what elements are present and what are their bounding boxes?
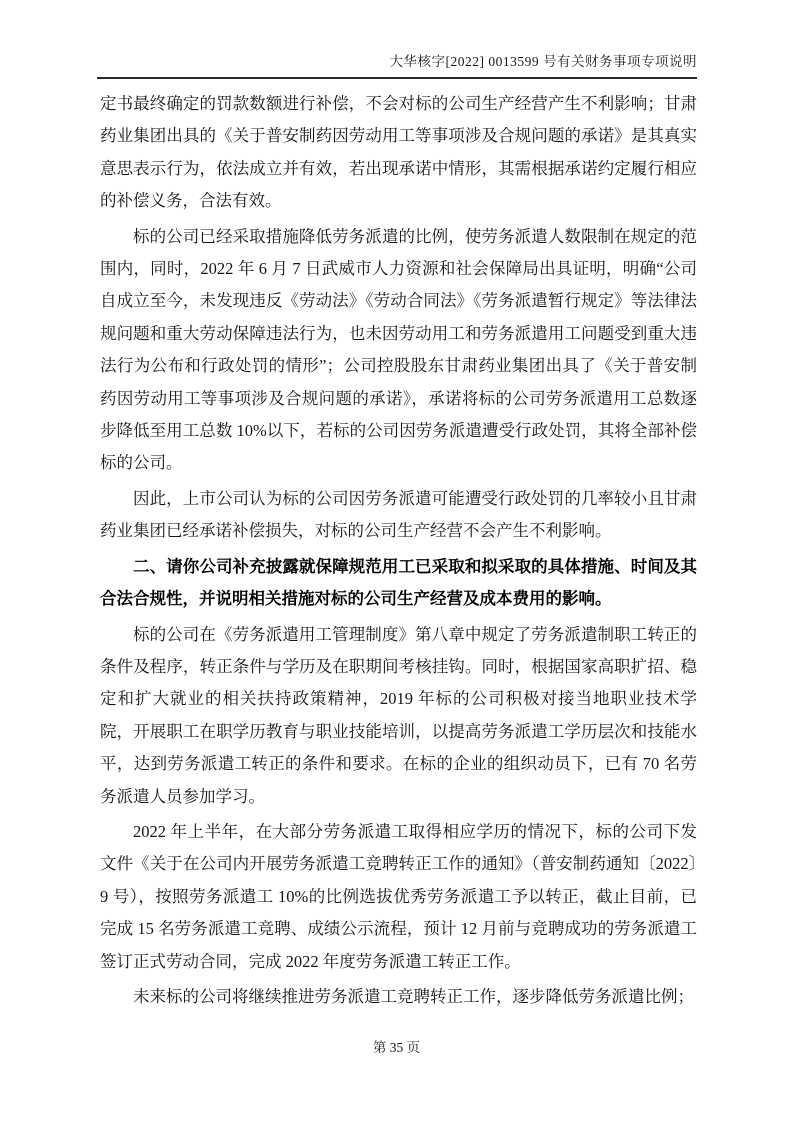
paragraph-conclusion: 因此，上市公司认为标的公司因劳务派遣可能遭受行政处罚的几率较小且甘肃药业集团已经承诺补偿损失，对标的公司生产经营不会产生不利影响。 — [100, 488, 697, 541]
page-footer — [0, 1036, 793, 1056]
page-header — [97, 50, 697, 79]
section-heading: 二、请你公司补充披露就保障规范用工已采取和拟采取的具体措施、时间及其合法合规性，并说明相关措施对标的公司生产经营及成本费用的影响。 — [100, 556, 697, 609]
header-title: 大华核字[2022] 0013599 号有关财务事项专项说明 — [389, 54, 697, 69]
page-number: 第 35 页 — [372, 1040, 421, 1055]
paragraph-continuation: 定书最终确定的罚款数额进行补偿，不会对标的公司生产经营产生不利影响；甘肃药业集团出具的《关于普安制药因劳动用工等事项涉及合规问题的承诺》是其真实意思表示行为，依法成立并有效，若出现承诺中情形，其需根据承诺约定履行相应的补偿义务，合法有效。 — [100, 94, 697, 211]
document-body — [100, 88, 697, 1016]
paragraph-labor-dispatch-measures: 标的公司已经采取措施降低劳务派遣的比例，使劳务派遣人数限制在规定的范围内，同时，2022 年 6 月 7 日武威市人力资源和社会保障局出具证明，明确“公司自成立至今，未发现违反《劳动法》《劳动合同法》《劳务派遣暂行规定》等法律法规问题和重大劳动保障违法行为，也未因劳动用工和劳务派遣用工问题受到重大违法行为公布和行政处罚的情形”；公司控股股东甘肃药业集团出具了《关于普安制药因劳动用工等事项涉及合规问题的承诺》，承诺将标的公司劳务派遣用工总数逐步降低至用工总数 10%以下，若标的公司因劳务派遣遭受行政处罚，其将全部补偿标的公司。 — [100, 226, 697, 473]
paragraph-2022-notice: 2022 年上半年，在大部分劳务派遣工取得相应学历的情况下，标的公司下发文件《关于在公司内开展劳务派遣工竞聘转正工作的通知》（普安制药通知〔2022〕9 号），按照劳务派遣工 10%的比例选拔优秀劳务派遣工予以转正，截止目前，已完成 15 名劳务派遣工竞聘、成绩公示流程，预计 12 月前与竞聘成功的劳务派遣工签订正式劳动合同，完成 2022 年度劳务派遣工转正工作。 — [100, 821, 697, 971]
paragraph-regularization-system: 标的公司在《劳务派遣用工管理制度》第八章中规定了劳务派遣制职工转正的条件及程序，转正条件与学历及在职期间考核挂钩。同时，根据国家高职扩招、稳定和扩大就业的相关扶持政策精神，2019 年标的公司积极对接当地职业技术学院，开展职工在职学历教育与职业技能培训，以提高劳务派遣工学历层次和技能水平，达到劳务派遣工转正的条件和要求。在标的企业的组织动员下，已有 70 名劳务派遣人员参加学习。 — [100, 624, 697, 806]
paragraph-future-plan: 未来标的公司将继续推进劳务派遣工竞聘转正工作，逐步降低劳务派遣比例； — [133, 986, 694, 1006]
